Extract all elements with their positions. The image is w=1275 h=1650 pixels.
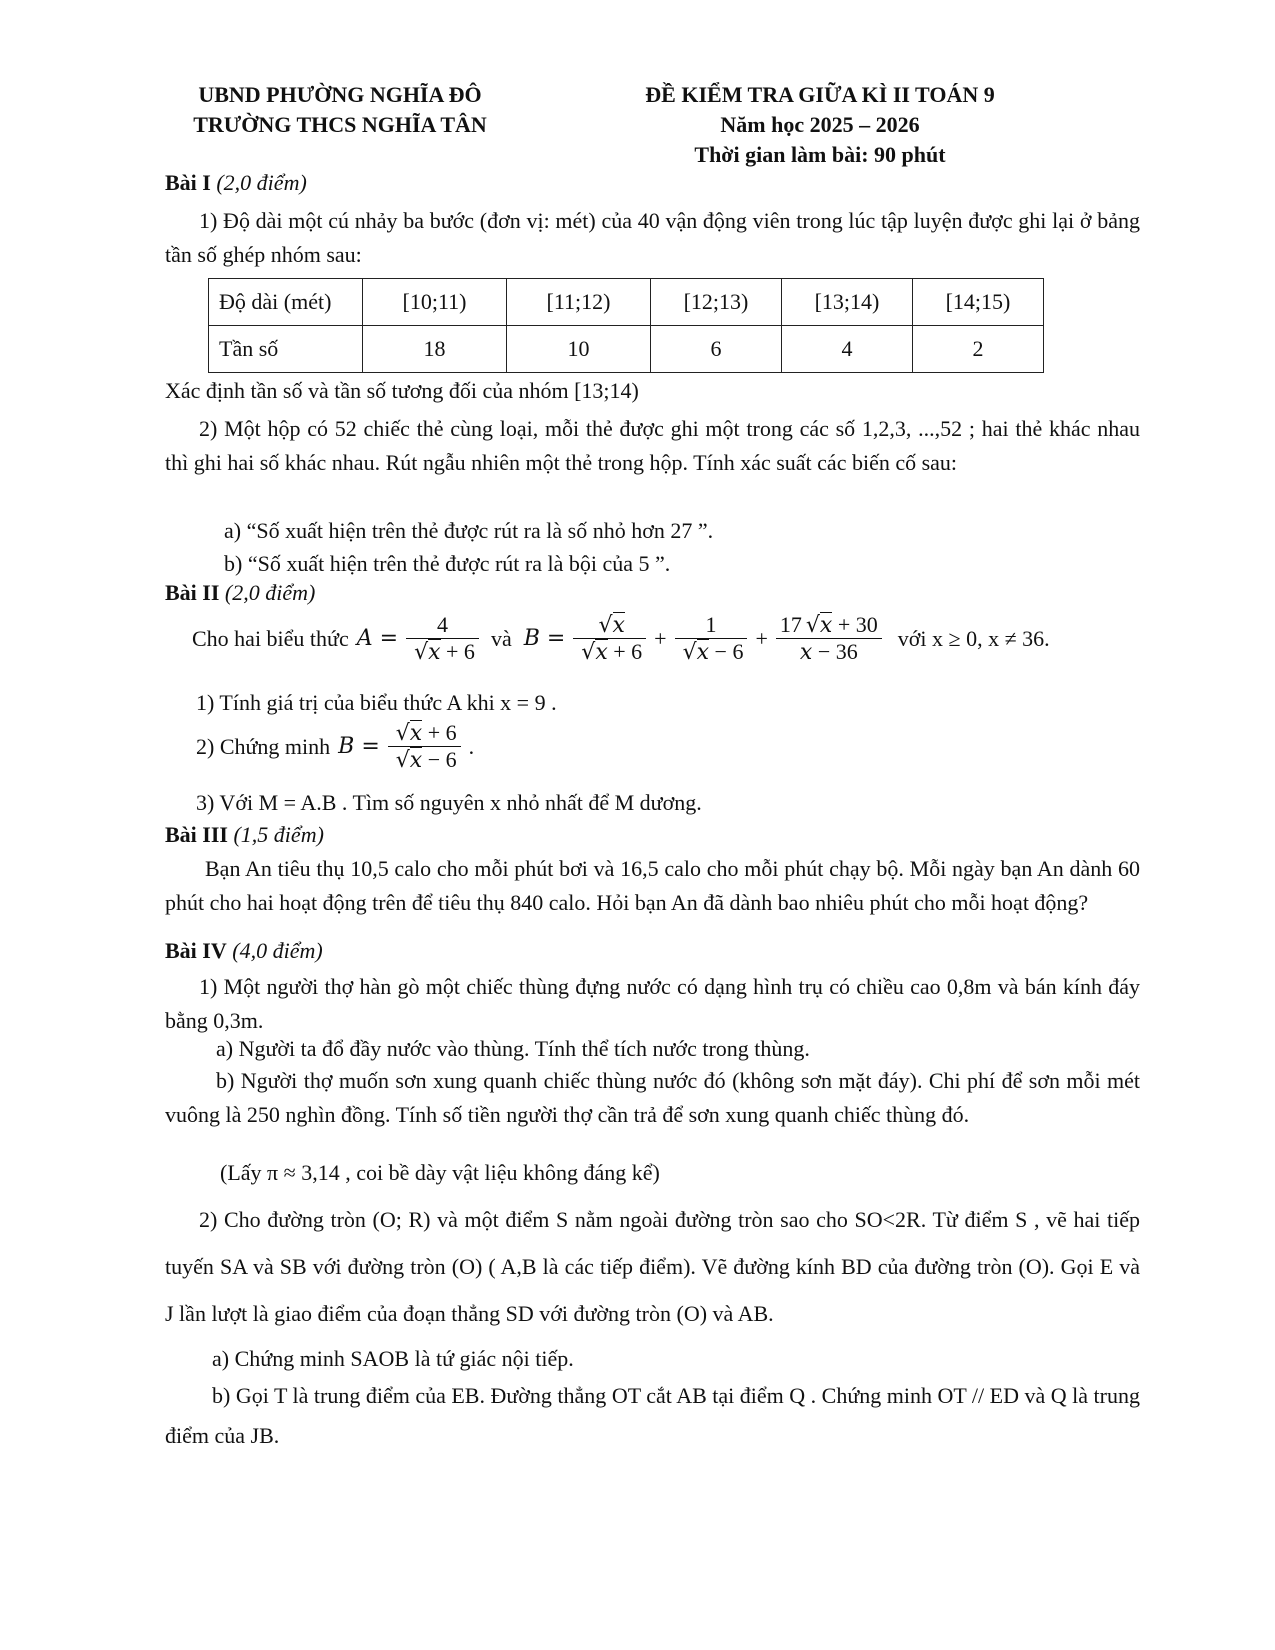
bai4-title: Bài IV: [165, 938, 227, 963]
bai4-points: (4,0 điểm): [232, 938, 323, 963]
freq-cell: 6: [651, 326, 782, 373]
expr-a-lhs: A =: [356, 626, 399, 651]
group-cell: [12;13): [651, 279, 782, 326]
school-year: Năm học 2025 – 2026: [720, 112, 920, 137]
bai2-q2: 2) Chứng minh: [196, 733, 331, 759]
bai3-title: Bài III: [165, 822, 228, 847]
bai2-q1: 1) Tính giá trị của biểu thức A khi x = 9 .: [196, 690, 557, 715]
expr-b-term3: $\frac{17√ x + 30}{x - 36}$: [776, 612, 882, 665]
bai4-q2b: b) Gọi T là trung điểm của EB. Đường thẳng OT cắt AB tại điểm Q . Chứng minh OT // ED và Q là trung điểm của JB.: [165, 1383, 1140, 1448]
expr-a-fraction: 4 √ x + 6: [406, 612, 479, 665]
bai1-q2-text: 2) Một hộp có 52 chiếc thẻ cùng loại, mỗi thẻ được ghi một trong các số 1,2,3, ...,52 ; hai thẻ khác nhau thì ghi hai số khác nhau. Rút ngẫu nhiên một thẻ trong hộp. Tính xác suất các biến cố sau:: [165, 416, 1140, 475]
bai1-q1-ask: Xác định tần số và tần số tương đối của nhóm [13;14): [165, 378, 639, 403]
proof-b-lhs: B =: [338, 734, 380, 759]
bai3-points: (1,5 điểm): [233, 822, 324, 847]
bai4-q2a: a) Chứng minh SAOB là tứ giác nội tiếp.: [212, 1346, 574, 1371]
group-cell: [10;11): [363, 279, 507, 326]
bai4-q1b: b) Người thợ muốn sơn xung quanh chiếc thùng nước đó (không sơn mặt đáy). Chi phí để sơn mỗi mét vuông là 250 nghìn đồng. Tính số tiền người thợ cần trả để sơn xung quanh chiếc thùng đó.: [165, 1068, 1140, 1127]
expr-b-term1: √ x √ x + 6: [573, 612, 646, 665]
expr-b-term2: 1 √ x − 6: [675, 612, 748, 665]
bai3-heading: [165, 822, 324, 848]
freq-cell: 2: [913, 326, 1044, 373]
bai4-q1a: a) Người ta đổ đầy nước vào thùng. Tính thể tích nước trong thùng.: [216, 1036, 810, 1061]
bai2-intro: Cho hai biểu thức: [192, 625, 349, 651]
bai2-q2-line: 2) Chứng minh B = √ x + 6 √ x − 6 .: [196, 720, 474, 773]
bai2-expressions: Cho hai biểu thức A = 4 √ x + 6 và B = √ x √ x + 6 + 1 √ x − 6 + $\frac{17√ x + 30}{x - 36}$ với x ≥ 0, x ≠ 36.: [192, 612, 1050, 665]
bai2-and: và: [490, 625, 512, 651]
bai2-heading: [165, 580, 315, 606]
bai1-q2a: a) “Số xuất hiện trên thẻ được rút ra là số nhỏ hơn 27 ”.: [224, 518, 714, 543]
bai1-title: Bài I: [165, 170, 211, 195]
school-name: TRƯỜNG THCS NGHĨA TÂN: [193, 112, 487, 137]
row-label-frequency: Tần số: [209, 326, 363, 373]
group-cell: [13;14): [782, 279, 913, 326]
bai3-text: Bạn An tiêu thụ 10,5 calo cho mỗi phút bơi và 16,5 calo cho mỗi phút chạy bộ. Mỗi ngày bạn An dành 60 phút cho hai hoạt động trên để tiêu thụ 840 calo. Hỏi bạn An đã dành bao nhiêu phút cho mỗi hoạt động?: [165, 856, 1140, 915]
bai4-q1-text: 1) Một người thợ hàn gò một chiếc thùng đựng nước có dạng hình trụ có chiều cao 0,8m và bán kính đáy bằng 0,3m.: [165, 974, 1140, 1033]
freq-cell: 10: [507, 326, 651, 373]
bai2-condition: với x ≥ 0, x ≠ 36.: [897, 625, 1050, 651]
bai1-q2b: b) “Số xuất hiện trên thẻ được rút ra là bội của 5 ”.: [224, 551, 671, 576]
bai4-heading: [165, 938, 323, 964]
freq-cell: 18: [363, 326, 507, 373]
row-label-length: Độ dài (mét): [209, 279, 363, 326]
bai1-q1-text: 1) Độ dài một cú nhảy ba bước (đơn vị: mét) của 40 vận động viên trong lúc tập luyện được ghi lại ở bảng tần số ghép nhóm sau:: [165, 208, 1140, 267]
group-cell: [11;12): [507, 279, 651, 326]
group-cell: [14;15): [913, 279, 1044, 326]
school-authority: UBND PHƯỜNG NGHĨA ĐÔ: [198, 82, 482, 107]
bai1-heading: [165, 170, 307, 196]
bai2-title: Bài II: [165, 580, 220, 605]
bai2-q3: 3) Với M = A.B . Tìm số nguyên x nhỏ nhất để M dương.: [196, 790, 702, 815]
freq-cell: 4: [782, 326, 913, 373]
bai4-q2-text: 2) Cho đường tròn (O; R) và một điểm S nằm ngoài đường tròn sao cho SO<2R. Từ điểm S , vẽ hai tiếp tuyến SA và SB với đường tròn (O) ( A,B là các tiếp điểm). Vẽ đường kính BD của đường tròn (O). Gọi E và J lần lượt là giao điểm của đoạn thẳng SD với đường tròn (O) và AB.: [165, 1207, 1140, 1326]
table-row: [209, 326, 1044, 373]
exam-duration: Thời gian làm bài: 90 phút: [694, 142, 946, 167]
bai2-points: (2,0 điểm): [224, 580, 316, 605]
exam-title: ĐỀ KIỂM TRA GIỮA KÌ II TOÁN 9: [645, 82, 995, 107]
bai4-q1-note: (Lấy π ≈ 3,14 , coi bề dày vật liệu không đáng kể): [220, 1160, 660, 1185]
expr-b-lhs: B =: [523, 626, 566, 651]
table-row: [209, 279, 1044, 326]
bai1-points: (2,0 điểm): [216, 170, 307, 195]
frequency-table: [208, 278, 1044, 373]
proof-b-fraction: √ x + 6 √ x − 6: [388, 720, 461, 773]
